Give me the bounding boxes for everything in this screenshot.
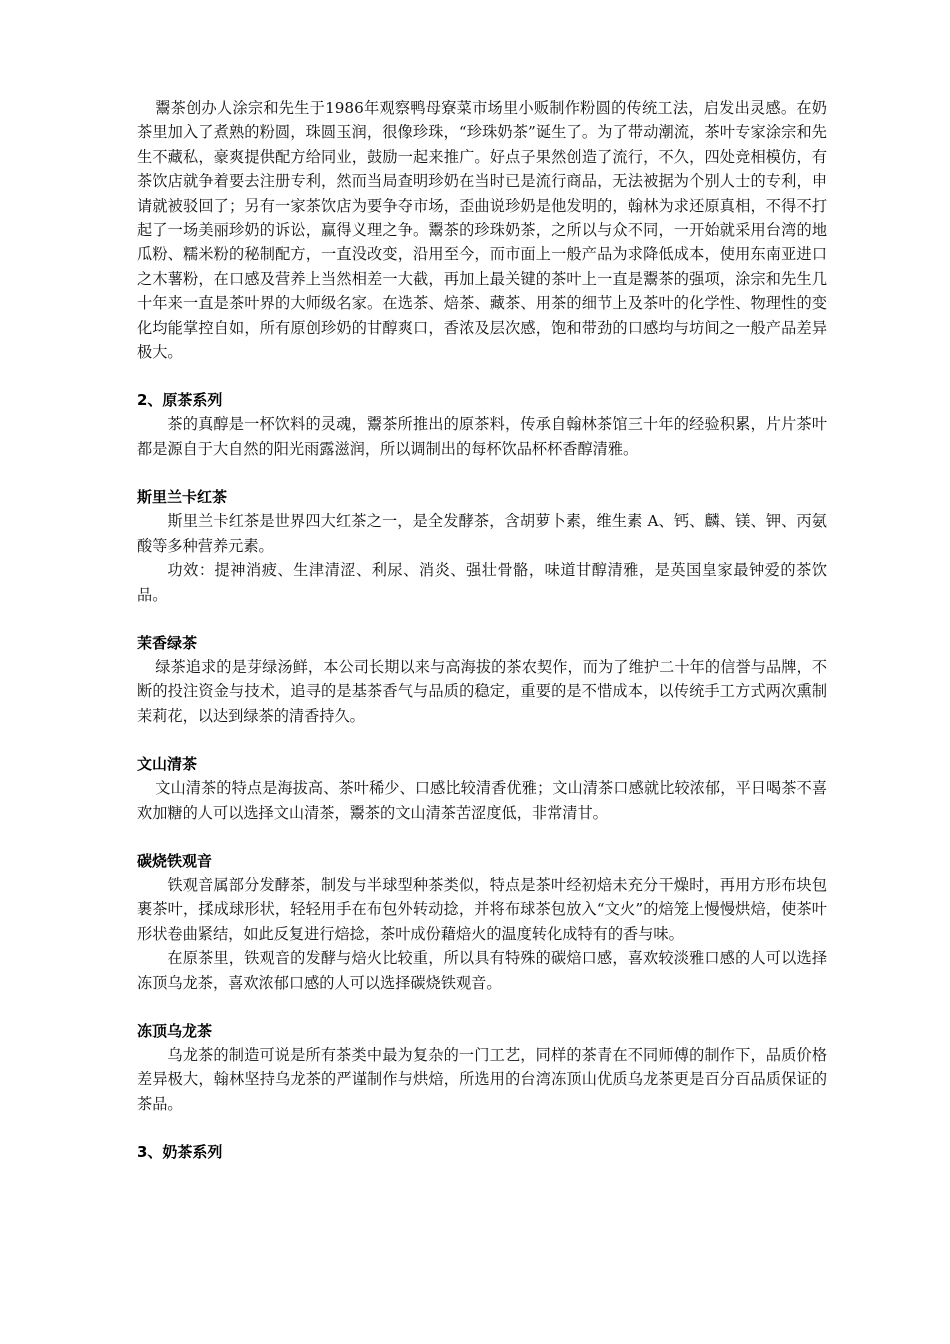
heading-jasmine-green-tea: 茉香绿茶: [137, 633, 198, 652]
spacer: [137, 364, 827, 388]
heading-charcoal-tieguanyin: 碳烧铁观音: [137, 851, 213, 870]
document-page: [137, 96, 827, 1164]
oolong-paragraph: 乌龙茶的制造可说是所有茶类中最为复杂的一门工艺，同样的茶青在不同师傅的制作下，品质价格差异极大，翰林坚持乌龙茶的严谨制作与烘焙，所选用的台湾冻顶山优质乌龙茶更是百分百品质保证的茶品。: [137, 1045, 827, 1113]
ceylon-paragraph-1: 斯里兰卡红茶是世界四大红茶之一，是全发酵茶，含胡萝卜素，维生素 A、钙、麟、镁、钾、丙氨酸等多种营养元素。: [137, 512, 827, 555]
spacer: [137, 995, 827, 1019]
heading-ceylon-black-tea: 斯里兰卡红茶: [137, 488, 228, 507]
wenshan-paragraph: 文山清茶的特点是海拔高、茶叶稀少、口感比较清香优雅；文山清茶口感就比较浓郁，平日喝茶不喜欢加糖的人可以选择文山清茶，鬻茶的文山清茶苦涩度低，非常清甘。: [137, 779, 827, 822]
ceylon-paragraph-2: 功效：提神消疲、生津清涩、利尿、消炎、强壮骨骼，味道甘醇清雅，是英国皇家最钟爱的茶饮品。: [137, 561, 827, 604]
tieguanyin-paragraph-2: 在原茶里，铁观音的发酵与焙火比较重，所以具有特殊的碳焙口感，喜欢较淡雅口感的人可以选择冻顶乌龙茶，喜欢浓郁口感的人可以选择碳烧铁观音。: [137, 949, 827, 992]
intro-paragraph: 鬻茶创办人涂宗和先生于1986年观察鸭母寮菜市场里小贩制作粉圆的传统工法，启发出灵感。在奶茶里加入了煮熟的粉圆，珠圆玉润，很像珍珠，“珍珠奶茶”诞生了。为了带动潮流，茶叶专家涂宗和先生不藏私，豪爽提供配方给同业，鼓励一起来推广。好点子果然创造了流行，不久，四处竞相模仿，有茶饮店就争着要去注册专利，然而当局查明珍奶在当时已是流行商品，无法被据为个别人士的专利，申请就被驳回了；另有一家茶饮店为要争夺市场，歪曲说珍奶是他发明的，翰林为求还原真相，不得不打起了一场美丽珍奶的诉讼，赢得义理之争。鬻茶的珍珠奶茶，之所以与众不同，一开始就采用台湾的地瓜粉、糯米粉的秘制配方，一直没改变，沿用至今，而市面上一般产品为求降低成本，使用东南亚进口之木薯粉，在口感及营养上当然相差一大截，再加上最关键的茶叶上一直是鬻茶的强项，涂宗和先生几十年来一直是茶叶界的大师级名家。在选茶、焙茶、藏茶、用茶的细节上及茶叶的化学性、物理性的变化均能掌控自如，所有原创珍奶的甘醇爽口，香浓及层次感，饱和带劲的口感均与坊间之一般产品差异极大。: [137, 99, 827, 362]
original-tea-paragraph: 茶的真醇是一杯饮料的灵魂，鬻茶所推出的原茶料，传承自翰林茶馆三十年的经验积累，片片茶叶都是源自于大自然的阳光雨露滋润，所以调制出的每杯饮品杯杯香醇清雅。: [137, 415, 827, 458]
heading-dongding-oolong: 冻顶乌龙茶: [137, 1021, 213, 1040]
section-heading-milk-tea: 3、奶茶系列: [137, 1143, 223, 1162]
spacer: [137, 825, 827, 849]
spacer: [137, 728, 827, 752]
heading-wenshan-tea: 文山清茶: [137, 755, 198, 774]
jasmine-paragraph: 绿茶追求的是芽绿汤鲜，本公司长期以来与高海拔的茶农契作，而为了维护二十年的信誉与品牌，不断的投注资金与技术，追寻的是基茶香气与品质的稳定，重要的是不惜成本，以传统手工方式两次熏制茉莉花，以达到绿茶的清香持久。: [137, 657, 827, 725]
spacer: [137, 1116, 827, 1140]
tieguanyin-paragraph-1: 铁观音属部分发酵茶，制发与半球型种茶类似，特点是茶叶经初焙未充分干燥时，再用方形布块包裹茶叶，揉成球形状，轻轻用手在布包外转动捻，并将布球茶包放入“文火”的焙笼上慢慢烘焙，使茶叶形状卷曲紧结，如此反复进行焙捻，茶叶成份藉焙火的温度转化成特有的香与味。: [137, 875, 827, 943]
section-heading-original-tea: 2、原茶系列: [137, 391, 223, 410]
spacer: [137, 461, 827, 485]
spacer: [137, 607, 827, 631]
